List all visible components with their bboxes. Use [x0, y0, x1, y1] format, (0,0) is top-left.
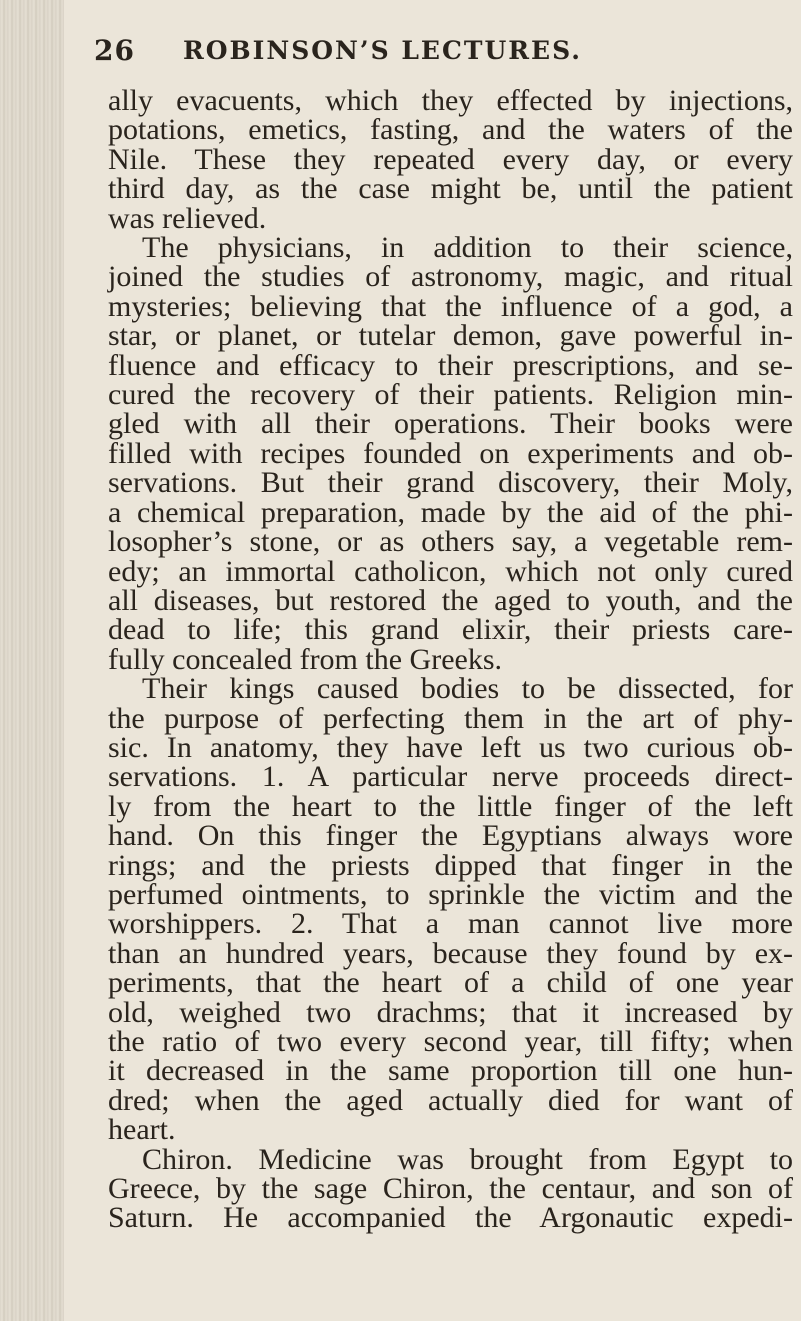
text-line: third day, as the case might be, until the patient	[108, 172, 793, 206]
text-line: star, or planet, or tutelar demon, gave powerful in-	[108, 319, 793, 353]
text-line: cured the recovery of their patients. Religion min-	[108, 378, 793, 412]
text-line: sic. In anatomy, they have left us two curious ob-	[108, 730, 793, 764]
text-line: servations. But their grand discovery, their Moly,	[108, 466, 793, 500]
text-line: edy; an immortal catholicon, which not only cured	[108, 554, 793, 588]
text-line: than an hundred years, because they found by ex-	[108, 936, 793, 970]
text-line: Saturn. He accompanied the Argonautic expedi-	[108, 1201, 793, 1235]
text-line: filled with recipes founded on experiments and ob-	[108, 436, 793, 470]
page-header	[94, 30, 774, 70]
text-line: The physicians, in addition to their science,	[142, 231, 793, 265]
text-line: fluence and efficacy to their prescriptions, and se-	[108, 348, 793, 382]
book-page	[64, 0, 801, 1321]
page-edge-shadow	[0, 0, 64, 1321]
text-line: worshippers. 2. That a man cannot live more	[108, 907, 793, 941]
page-number: 26	[94, 33, 135, 67]
text-line: gled with all their operations. Their books were	[108, 407, 793, 441]
text-line: Their kings caused bodies to be dissected, for	[142, 672, 793, 706]
text-line: a chemical preparation, made by the aid of the phi-	[108, 495, 793, 529]
text-line: it decreased in the same proportion till one hun-	[108, 1054, 793, 1088]
text-line: rings; and the priests dipped that finger in the	[108, 848, 793, 882]
text-line: dead to life; this grand elixir, their priests care-	[108, 613, 793, 647]
running-head: ROBINSON’S LECTURES.	[182, 35, 582, 65]
text-line: mysteries; believing that the influence of a god, a	[108, 289, 793, 323]
body-text	[108, 86, 793, 1233]
text-line: old, weighed two drachms; that it increased by	[108, 995, 793, 1029]
text-line: heart.	[108, 1113, 176, 1147]
text-line: potations, emetics, fasting, and the waters of the	[108, 113, 793, 147]
text-line: the ratio of two every second year, till fifty; when	[108, 1025, 793, 1058]
text-line: perfumed ointments, to sprinkle the victim and the	[108, 877, 793, 911]
text-line: ally evacuents, which they effected by injections,	[108, 84, 793, 117]
text-line: the purpose of perfecting them in the art of phy-	[108, 701, 793, 735]
text-line: Nile. These they repeated every day, or every	[108, 142, 793, 176]
text-line: servations. 1. A particular nerve proceeds direct-	[108, 760, 793, 794]
text-line: ly from the heart to the little finger of the left	[108, 789, 793, 823]
text-line: joined the studies of astronomy, magic, and ritual	[108, 260, 793, 294]
text-line: dred; when the aged actually died for want of	[108, 1083, 793, 1117]
text-line: all diseases, but restored the aged to youth, and the	[108, 583, 793, 617]
text-line: Greece, by the sage Chiron, the centaur, and son of	[108, 1172, 793, 1206]
text-line: Chiron. Medicine was brought from Egypt to	[142, 1142, 793, 1176]
text-line: was relieved.	[108, 201, 267, 235]
text-line: fully concealed from the Greeks.	[108, 642, 502, 676]
text-line: losopher’s stone, or as others say, a vegetable rem-	[108, 525, 793, 559]
text-line: periments, that the heart of a child of one year	[108, 966, 793, 1000]
text-line: hand. On this finger the Egyptians always wore	[108, 819, 793, 853]
